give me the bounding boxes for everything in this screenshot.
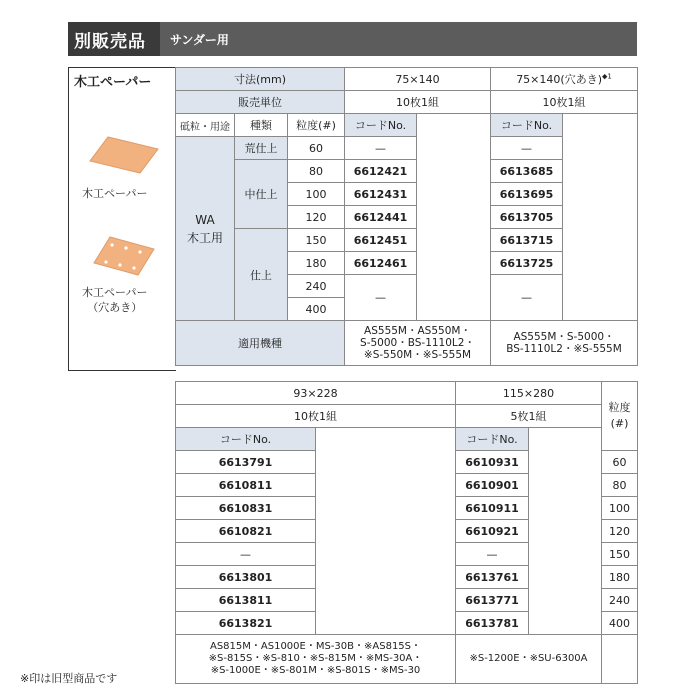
grit-row: 80 [602, 474, 638, 497]
col-code-b: コードNo. [491, 114, 563, 137]
grit-row: 60 [602, 451, 638, 474]
code-a-80: 6612421 [345, 160, 417, 183]
grit-80: 80 [288, 160, 345, 183]
code-b-60: — [491, 137, 563, 160]
code-c-row: 6610811 [176, 474, 316, 497]
top-spec-table [175, 67, 638, 366]
col-kind: 種類 [235, 114, 288, 137]
code-d-row: 6610931 [456, 451, 529, 474]
size-c: 93×228 [176, 382, 456, 405]
grit-120: 120 [288, 206, 345, 229]
perforated-sandpaper-image [92, 235, 156, 277]
kind-fine: 仕上 [235, 229, 288, 321]
blank-b [563, 114, 638, 321]
code-a-150: 6612451 [345, 229, 417, 252]
grit-400: 400 [288, 298, 345, 321]
unit-a: 10枚1組 [345, 91, 491, 114]
blank-c [316, 428, 456, 635]
code-c-row: 6613811 [176, 589, 316, 612]
code-a-100: 6612431 [345, 183, 417, 206]
grit-150: 150 [288, 229, 345, 252]
grit-row: 240 [602, 589, 638, 612]
unit-label: 販売単位 [176, 91, 345, 114]
section-subtitle: サンダー用 [170, 33, 229, 47]
size-label: 寸法(mm) [176, 68, 345, 91]
apply-b: AS555M・S-5000・ BS-1110L2・※S-555M [491, 321, 638, 366]
code-a-60: — [345, 137, 417, 160]
product-title: 木工ペーパー [74, 75, 152, 90]
apply-label: 適用機種 [176, 321, 345, 366]
apply-d: ※S-1200E・※SU-6300A [456, 635, 602, 684]
code-b-120: 6613705 [491, 206, 563, 229]
product-caption-plain: 木工ペーパー [82, 187, 148, 200]
abrasive-cell: WA 木工用 [176, 137, 235, 321]
product-panel [68, 67, 176, 371]
grit-60: 60 [288, 137, 345, 160]
col-code-c: コードNo. [176, 428, 316, 451]
code-a-180: 6612461 [345, 252, 417, 275]
grit-row: 100 [602, 497, 638, 520]
code-d-row: 6613771 [456, 589, 529, 612]
code-b-240-400: — [491, 275, 563, 321]
kind-mid: 中仕上 [235, 160, 288, 229]
code-d-row: 6613781 [456, 612, 529, 635]
col-code-d: コードNo. [456, 428, 529, 451]
code-d-row: 6613761 [456, 566, 529, 589]
section-title: 別販売品 [74, 32, 146, 52]
blank-a [417, 114, 491, 321]
kind-rough: 荒仕上 [235, 137, 288, 160]
code-b-180: 6613725 [491, 252, 563, 275]
apply-a: AS555M・AS550M・ S-5000・BS-1110L2・ ※S-550M・※S-555M [345, 321, 491, 366]
code-c-row: 6610821 [176, 520, 316, 543]
bottom-spec-table [175, 381, 638, 684]
code-b-100: 6613695 [491, 183, 563, 206]
footnote: ※印は旧型商品です [20, 672, 118, 685]
grit-label: 粒度 (#) [602, 382, 638, 451]
unit-c: 10枚1組 [176, 405, 456, 428]
apply-c: AS815M・AS1000E・MS-30B・※AS815S・ ※S-815S・※S-810・※S-815M・※MS-30A・ ※S-1000E・※S-801M・※S-801S・※MS-30 [176, 635, 456, 684]
grit-180: 180 [288, 252, 345, 275]
code-c-row: 6613821 [176, 612, 316, 635]
col-grit-use: 砥粒・用途 [176, 114, 235, 137]
blank-d [529, 428, 602, 635]
code-d-row: 6610921 [456, 520, 529, 543]
col-code-a: コードNo. [345, 114, 417, 137]
size-d: 115×280 [456, 382, 602, 405]
grit-100: 100 [288, 183, 345, 206]
code-b-150: 6613715 [491, 229, 563, 252]
grit-240: 240 [288, 275, 345, 298]
product-caption-perforated: 木工ペーパー （穴あき） [82, 286, 148, 314]
size-b-cell: 75×140(穴あき)$^{◆1}$ [491, 68, 638, 91]
apply-blank [602, 635, 638, 684]
unit-b: 10枚1組 [491, 91, 638, 114]
code-d-row: 6610901 [456, 474, 529, 497]
code-a-120: 6612441 [345, 206, 417, 229]
code-a-240-400: — [345, 275, 417, 321]
size-a: 75×140 [345, 68, 491, 91]
code-c-row: 6610831 [176, 497, 316, 520]
grit-row: 120 [602, 520, 638, 543]
code-c-row: 6613801 [176, 566, 316, 589]
code-d-row: 6610911 [456, 497, 529, 520]
code-c-row: — [176, 543, 316, 566]
grit-row: 400 [602, 612, 638, 635]
code-d-row: — [456, 543, 529, 566]
sandpaper-image [88, 135, 160, 175]
grit-row: 150 [602, 543, 638, 566]
col-grit: 粒度(#) [288, 114, 345, 137]
code-c-row: 6613791 [176, 451, 316, 474]
code-b-80: 6613685 [491, 160, 563, 183]
unit-d: 5枚1組 [456, 405, 602, 428]
grit-row: 180 [602, 566, 638, 589]
